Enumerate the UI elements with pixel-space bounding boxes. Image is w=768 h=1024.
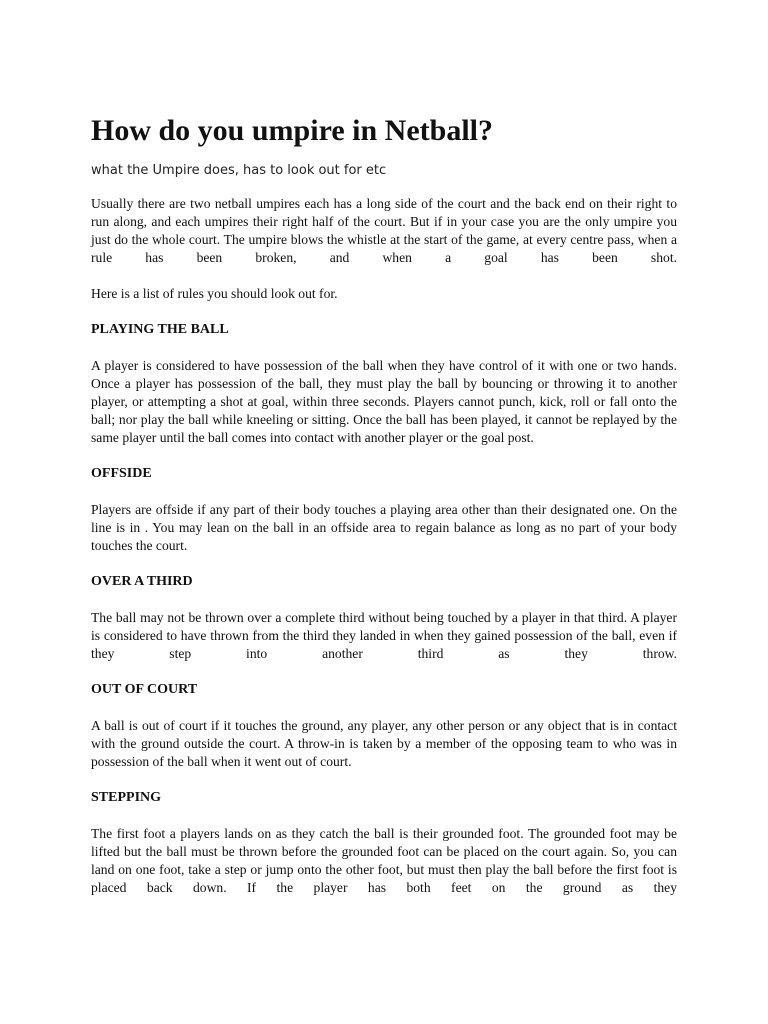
section-text-over-a-third: The ball may not be thrown over a complete third without being touched by a player in that third. A player is considered to have thrown from the third they landed in when they gained possession of the ball, even if they step into another third as they throw. xyxy=(91,610,677,661)
section-heading-out-of-court: OUT OF COURT xyxy=(91,682,198,697)
section-text-out-of-court: A ball is out of court if it touches the ground, any player, any other person or any object that is in contact with the ground outside the court. A throw-in is taken by a member of the opposing team to who was in possession of the ball when it went out of court. xyxy=(91,718,677,769)
section-heading-over-a-third: OVER A THIRD xyxy=(91,574,193,589)
intro-paragraph: Usually there are two netball umpires each has a long side of the court and the back end on their right to run along, and each umpires their right half of the court. But if in your case you are the only umpire you just do the whole court. The umpire blows the whistle at the start of the game, at every centre pass, when a rule has been broken, and when a goal has been shot. xyxy=(91,196,677,265)
section-heading-offside: OFFSIDE xyxy=(91,466,152,481)
section-heading-playing-the-ball: PLAYING THE BALL xyxy=(91,322,229,337)
section-text-playing-the-ball: A player is considered to have possession of the ball when they have control of it with one or two hands. Once a player has possession of the ball, they must play the ball by bouncing or throwing it to another player, or attempting a shot at goal, within three seconds. Players cannot punch, kick, roll or fall onto the ball; nor play the ball while kneeling or sitting. Once the ball has been played, it cannot be replayed by the same player until the ball comes into contact with another player or the goal post. xyxy=(91,358,677,445)
document-body xyxy=(91,112,677,897)
section-text-offside: Players are offside if any part of their body touches a playing area other than their designated one. On the line is in . You may lean on the ball in an offside area to regain balance as long as no part of your body touches the court. xyxy=(91,502,677,553)
list-intro-paragraph: Here is a list of rules you should look out for. xyxy=(91,286,338,301)
section-heading-stepping: STEPPING xyxy=(91,790,162,805)
section-text-stepping: The first foot a players lands on as they catch the ball is their grounded foot. The grounded foot may be lifted but the ball must be thrown before the grounded foot can be placed on the court again. So, you can land on one foot, take a step or jump onto the other foot, but must then play the ball before the first foot is placed back down. If the player has both feet on the ground as they xyxy=(91,826,677,895)
page-title: How do you umpire in Netball? xyxy=(91,114,493,147)
page-subtitle: what the Umpire does, has to look out for etc xyxy=(91,163,387,178)
